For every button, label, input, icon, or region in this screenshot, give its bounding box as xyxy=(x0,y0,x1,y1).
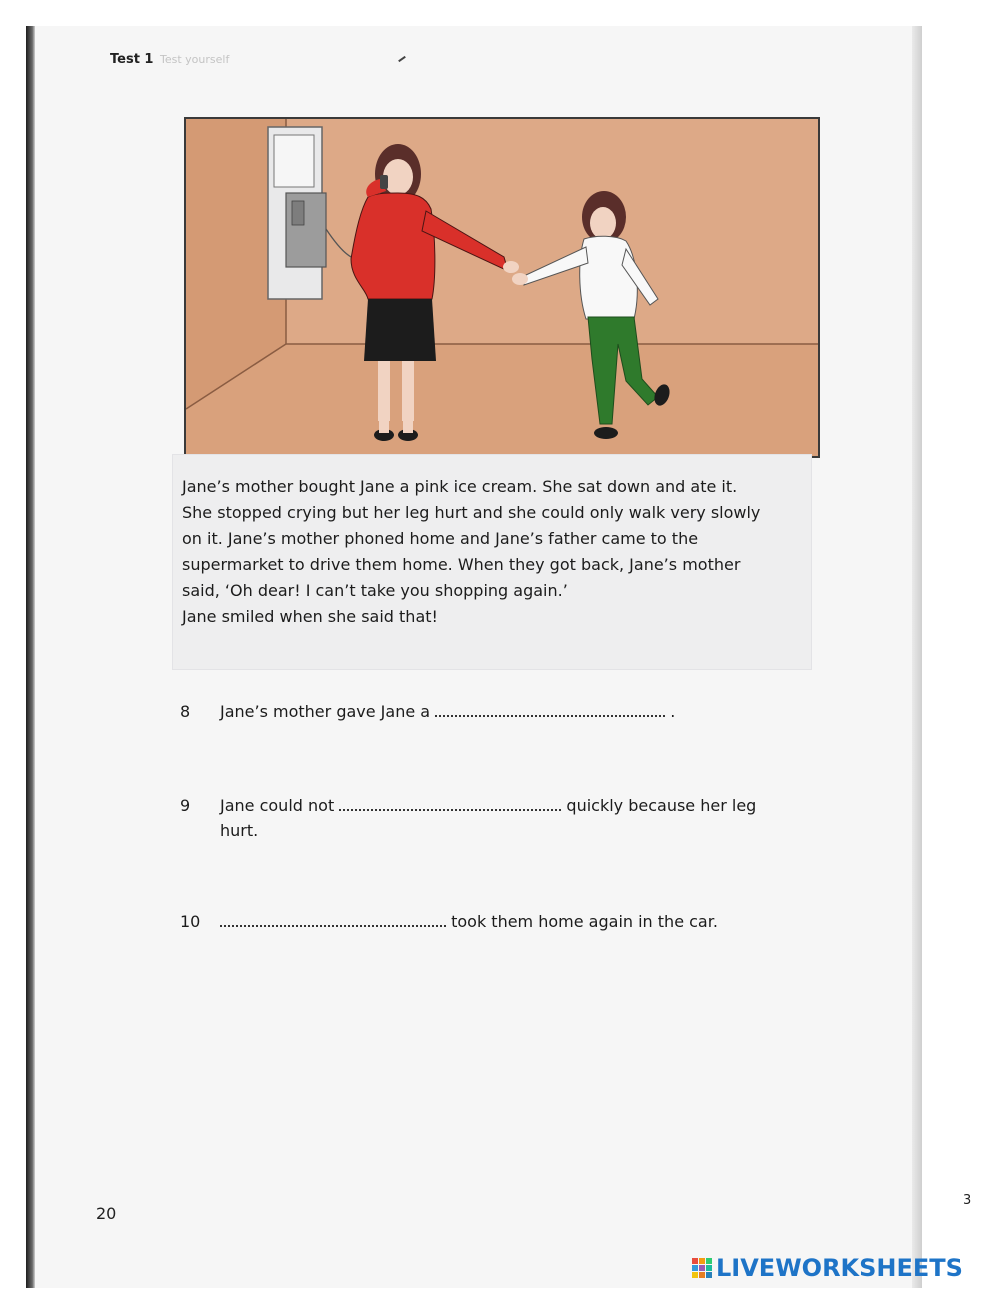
question-text-after: took them home again in the car. xyxy=(451,912,718,931)
question-number: 8 xyxy=(180,702,191,721)
story-line: Jane’s mother bought Jane a pink ice cream. She sat down and ate it. xyxy=(182,477,738,496)
test-label: Test 1 xyxy=(110,52,154,67)
story-line: supermarket to drive them home. When they got back, Jane’s mother xyxy=(182,555,741,574)
answer-blank-9[interactable] xyxy=(339,797,561,811)
question-text-after: . xyxy=(670,702,676,721)
question-9-line2: hurt. xyxy=(220,821,259,840)
answer-blank-8[interactable] xyxy=(435,703,665,717)
story-line: said, ‘Oh dear! I can’t take you shopping again.’ xyxy=(182,581,568,600)
question-text: Jane’s mother gave Jane a xyxy=(220,702,431,721)
illustration-scene xyxy=(186,119,818,456)
story-passage xyxy=(182,474,822,630)
page-edge xyxy=(912,26,922,1288)
question-text-after: quickly because her leg xyxy=(566,796,757,815)
story-line: Jane smiled when she said that! xyxy=(182,607,438,626)
test-sublabel: Test yourself xyxy=(160,53,230,66)
question-9 xyxy=(180,796,756,815)
liveworksheets-wordmark: LIVEWORKSHEETS xyxy=(716,1254,963,1282)
question-text: Jane could not xyxy=(220,796,335,815)
page-spine xyxy=(26,26,35,1288)
page-number: 20 xyxy=(96,1204,117,1223)
story-illustration xyxy=(184,117,820,458)
story-line: on it. Jane’s mother phoned home and Jane’s father came to the xyxy=(182,529,699,548)
liveworksheets-icon xyxy=(692,1258,712,1278)
story-line: She stopped crying but her leg hurt and she could only walk very slowly xyxy=(182,503,761,522)
question-number: 10 xyxy=(180,912,201,931)
question-10 xyxy=(180,912,718,931)
worksheet-page-number: 3 xyxy=(963,1193,972,1208)
question-number: 9 xyxy=(180,796,191,815)
floor xyxy=(186,344,818,456)
liveworksheets-logo[interactable] xyxy=(692,1254,963,1282)
question-8 xyxy=(180,702,675,721)
answer-blank-10[interactable] xyxy=(220,913,446,927)
